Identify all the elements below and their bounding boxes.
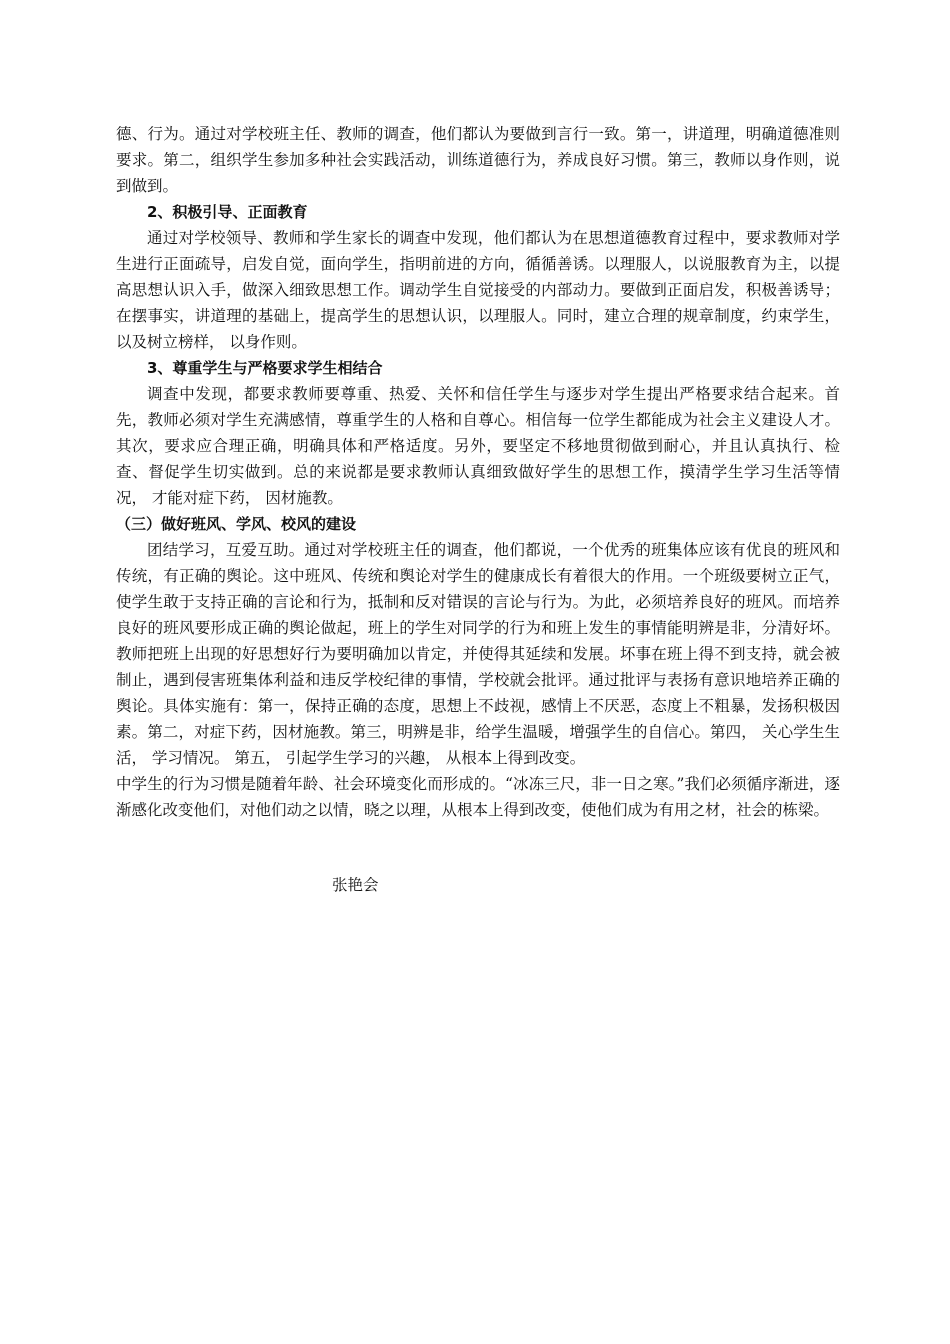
heading-positive-guidance: 2、积极引导、正面教育 (147, 203, 308, 221)
paragraph-conclusion: 中学生的行为习惯是随着年龄、社会环境变化而形成的。“冰冻三尺，非一日之寒。”我们必须循序渐进，逐渐感化改变他们，对他们动之以情，晓之以理，从根本上得到改变，使他们成为有用之材，社会的栋梁。 (116, 775, 840, 819)
heading-respect-and-strictness: 3、尊重学生与严格要求学生相结合 (147, 359, 383, 377)
paragraph-class-atmosphere: 团结学习，互爱互助。通过对学校班主任的调查，他们都说，一个优秀的班集体应该有优良的班风和传统，有正确的舆论。这中班风、传统和舆论对学生的健康成长有着很大的作用。一个班级要树立正气，使学生敢于支持正确的言论和行为，抵制和反对错误的言论与行为。为此，必须培养良好的班风。而培养良好的班风要形成正确的舆论做起，班上的学生对同学的行为和班上发生的事情能明辨是非，分清好坏。教师把班上出现的好思想好行为要明确加以肯定，并使得其延续和发展。坏事在班上得不到支持，就会被制止，遇到侵害班集体利益和违反学校纪律的事情，学校就会批评。通过批评与表扬有意识地培养正确的舆论。具体实施有：第一，保持正确的态度，思想上不歧视，感情上不厌恶，态度上不粗暴，发扬积极因素。第二，对症下药，因材施教。第三，明辨是非，给学生温暖，增强学生的自信心。第四， 关心学生生活， 学习情况。 第五， 引起学生学习的兴趣， 从根本上得到改变。 (116, 541, 840, 767)
author-name: 张艳会 (332, 876, 379, 894)
heading-section-three: （三）做好班风、学风、校风的建设 (116, 515, 357, 533)
paragraph-intro: 德、行为。通过对学校班主任、教师的调查，他们都认为要做到言行一致。第一，讲道理，明确道德准则要求。第二，组织学生参加多种社会实践活动，训练道德行为，养成良好习惯。第三，教师以身作则，说到做到。 (116, 125, 840, 195)
document-body (116, 121, 840, 823)
paragraph-positive-guidance: 通过对学校领导、教师和学生家长的调查中发现，他们都认为在思想道德教育过程中，要求教师对学生进行正面疏导，启发自觉，面向学生，指明前进的方向，循循善诱。以理服人，以说服教育为主，以提高思想认识入手，做深入细致思想工作。调动学生自觉接受的内部动力。要做到正面启发，积极善诱导；在摆事实，讲道理的基础上，提高学生的思想认识，以理服人。同时，建立合理的规章制度，约束学生， 以及树立榜样， 以身作则。 (116, 229, 840, 351)
paragraph-respect-and-strictness: 调查中发现，都要求教师要尊重、热爱、关怀和信任学生与逐步对学生提出严格要求结合起来。首先，教师必须对学生充满感情，尊重学生的人格和自尊心。相信每一位学生都能成为社会主义建设人才。其次，要求应合理正确，明确具体和严格适度。另外，要坚定不移地贯彻做到耐心，并且认真执行、检查、督促学生切实做到。总的来说都是要求教师认真细致做好学生的思想工作，摸清学生学习生活等情况， 才能对症下药， 因材施教。 (116, 385, 840, 507)
